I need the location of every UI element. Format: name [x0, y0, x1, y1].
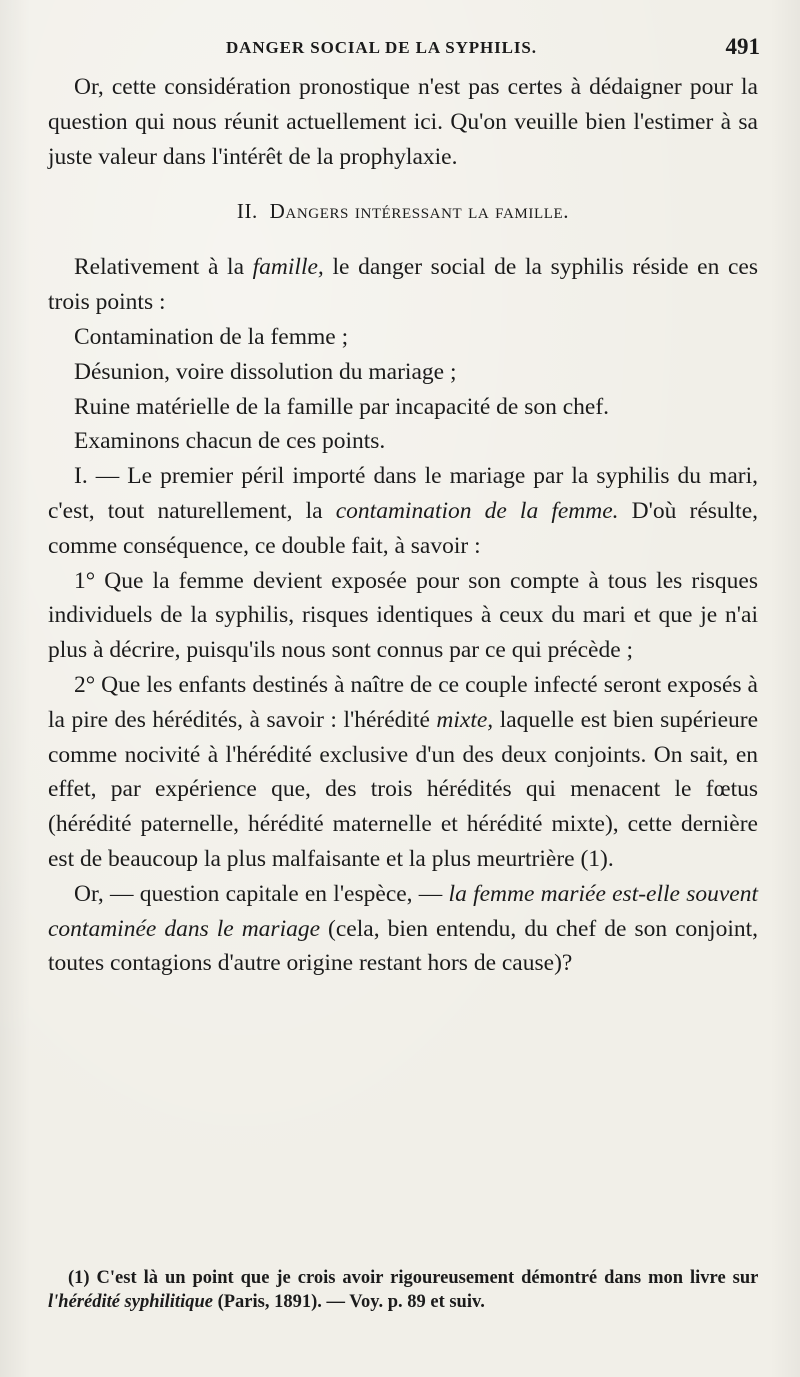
paragraph: 1° Que la femme devient exposée pour son compte à tous les risques individuels de la syphilis, risques identiques à ceux du mari et que je n'ai plus à décrire, puisqu'ils nous sont connus par ce qui précède ; [48, 567, 758, 664]
text-run: Relativement à la [74, 254, 244, 281]
section-heading [48, 194, 758, 228]
emphasis: mixte, [436, 706, 494, 733]
text-run: 2° Que les enfants destinés à naître de ce couple infecté seront exposés à la pire des hérédités, à savoir : l'hérédité [48, 671, 758, 733]
text-run: Or, — question capitale en l'espèce, — [74, 880, 443, 907]
list-item: Désunion, voire dissolution du mariage ; [74, 358, 457, 385]
emphasis: la femme mariée est-elle souvent contaminée dans le mariage [48, 880, 759, 942]
paragraph: Or, cette considération pronostique n'est pas certes à dédaigner pour la question qui nous réunit actuellement ici. Qu'on veuille bien l'estimer à sa juste valeur dans l'intérêt de la prophylaxie. [48, 74, 758, 170]
paragraph [48, 877, 758, 981]
text-run: I. — Le premier péril importé dans le mariage par la syphilis du mari, c'est, tout naturellement, la [48, 463, 758, 524]
paragraph [48, 459, 758, 563]
footnote-text [48, 1266, 758, 1314]
body-text [48, 70, 758, 981]
list-item: Contamination de la femme ; [74, 323, 349, 350]
text-run: D'où résulte, comme conséquence, ce double fait, à savoir : [48, 497, 759, 559]
emphasis: contamination de la femme. [335, 497, 619, 524]
paragraph: Examinons chacun de ces points. [74, 428, 386, 455]
emphasis: famille, [252, 254, 324, 281]
emphasis: l'hérédité syphilitique [48, 1292, 213, 1312]
text-run: (1) C'est là un point que je crois avoir rigoureusement démontré dans mon livre sur [68, 1268, 758, 1288]
page-number: 491 [725, 34, 760, 59]
paragraph [48, 250, 758, 320]
footnote [48, 1266, 758, 1314]
section-title: Dangers intéressant la famille. [269, 199, 570, 224]
list-item: Ruine matérielle de la famille par incapacité de son chef. [74, 393, 610, 420]
paragraph [48, 668, 758, 877]
section-number: II. [236, 199, 258, 224]
running-head: DANGER SOCIAL DE LA SYPHILIS. [226, 38, 537, 57]
text-run: le danger social de la syphilis réside en ces trois points : [48, 254, 758, 316]
page-header [226, 34, 760, 68]
text-run: laquelle est bien supérieure comme nocivité à l'hérédité exclusive d'un des deux conjoints. On sait, en effet, par expérience que, des trois hérédités qui menacent le fœtus (hérédité paternelle, hérédité maternelle et hérédité mixte), cette dernière est de beaucoup la plus malfaisante et la plus meurtrière (1). [48, 706, 759, 872]
text-run: (Paris, 1891). — Voy. p. 89 et suiv. [217, 1292, 485, 1312]
text-run: (cela, bien entendu, du chef de son conjoint, toutes contagions d'autre origine restant hors de cause)? [48, 915, 758, 977]
